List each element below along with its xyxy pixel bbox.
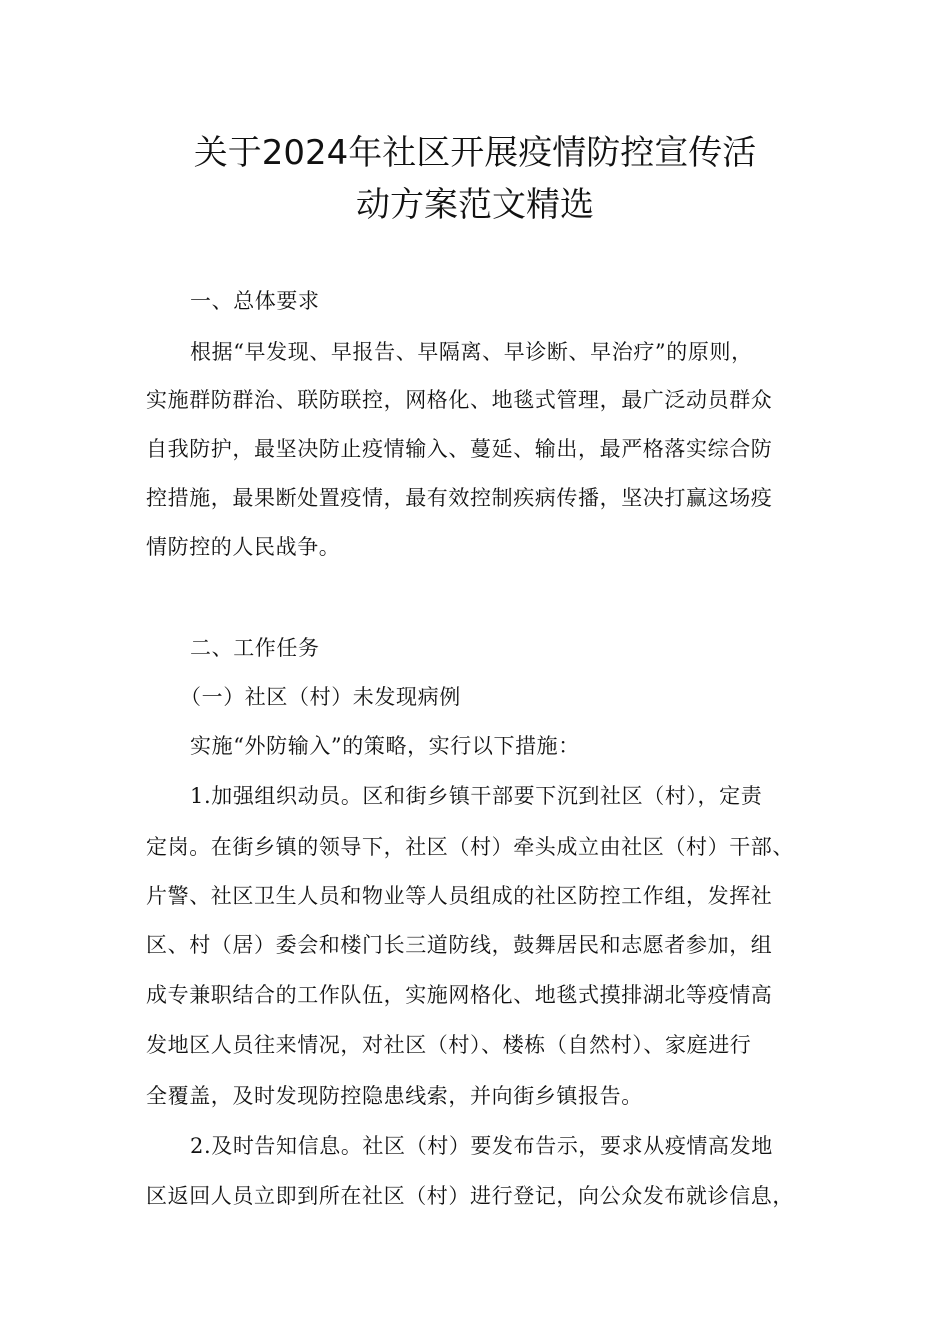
paragraph-line: 定岗。在街乡镇的领导下，社区（村）牵头成立由社区（村）干部、 bbox=[146, 835, 794, 859]
paragraph-line: 区、村（居）委会和楼门长三道防线，鼓舞居民和志愿者参加，组 bbox=[146, 933, 773, 957]
paragraph-line: 1.加强组织动员。区和街乡镇干部要下沉到社区（村），定责 bbox=[190, 784, 763, 808]
paragraph-line: 片警、社区卫生人员和物业等人员组成的社区防控工作组，发挥社 bbox=[146, 884, 773, 908]
paragraph-line: 控措施，最果断处置疫情，最有效控制疾病传播，坚决打赢这场疫 bbox=[146, 486, 773, 510]
paragraph-line: 2.及时告知信息。社区（村）要发布告示，要求从疫情高发地 bbox=[190, 1134, 773, 1158]
paragraph-line: 全覆盖，及时发现防控隐患线索，并向街乡镇报告。 bbox=[146, 1084, 643, 1108]
document-title-line-2: 动方案范文精选 bbox=[356, 185, 594, 225]
section-heading-work-tasks: 二、工作任务 bbox=[190, 636, 320, 660]
paragraph-line: 发地区人员往来情况，对社区（村）、楼栋（自然村）、家庭进行 bbox=[146, 1033, 752, 1057]
section-heading-overall-requirements: 一、总体要求 bbox=[190, 289, 320, 313]
document-title-line-1: 关于2024年社区开展疫情防控宣传活 bbox=[193, 133, 757, 173]
paragraph-line: 自我防护，最坚决防止疫情输入、蔓延、输出，最严格落实综合防 bbox=[146, 437, 773, 461]
subsection-heading: （一）社区（村）未发现病例 bbox=[180, 685, 461, 709]
paragraph-line: 实施“外防输入”的策略，实行以下措施： bbox=[190, 734, 580, 758]
paragraph-line: 根据“早发现、早报告、早隔离、早诊断、早治疗”的原则， bbox=[190, 340, 753, 364]
paragraph-line: 实施群防群治、联防联控，网格化、地毯式管理，最广泛动员群众 bbox=[146, 388, 773, 412]
paragraph-line: 成专兼职结合的工作队伍，实施网格化、地毯式摸排湖北等疫情高 bbox=[146, 983, 773, 1007]
paragraph-line: 区返回人员立即到所在社区（村）进行登记，向公众发布就诊信息， bbox=[146, 1184, 794, 1208]
paragraph-line: 情防控的人民战争。 bbox=[146, 535, 341, 559]
